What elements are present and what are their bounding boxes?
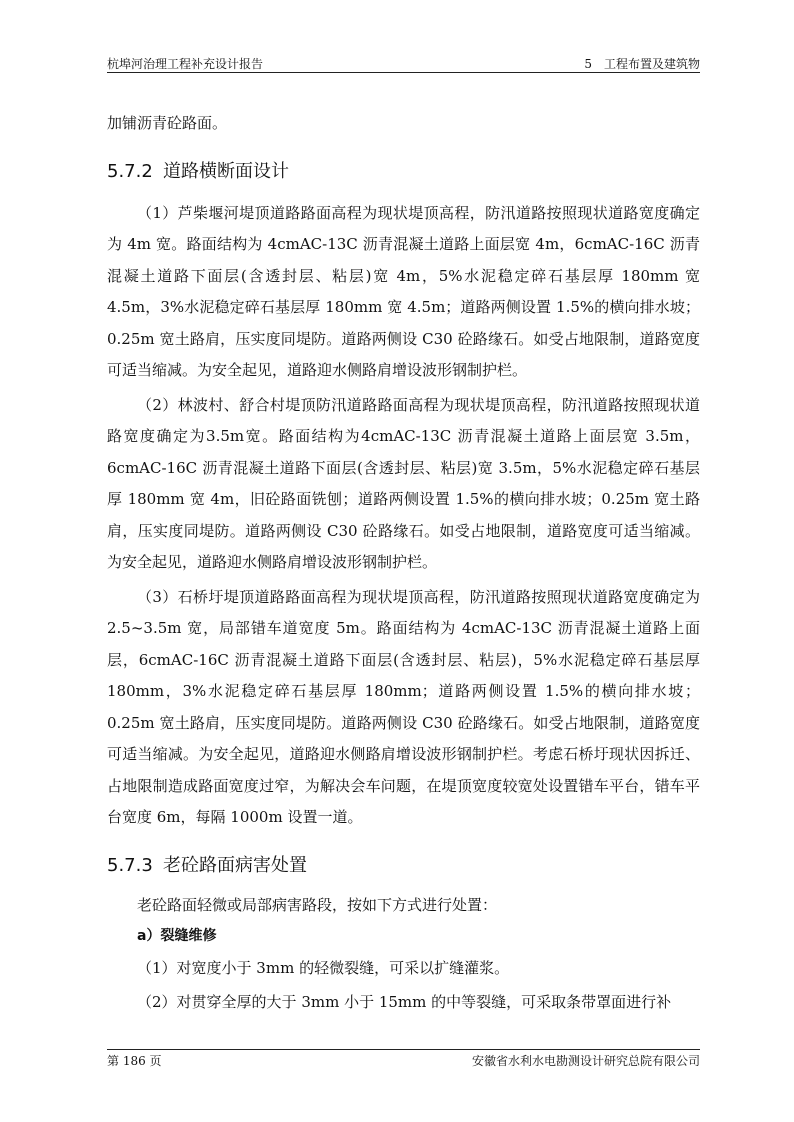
footer-organization: 安徽省水利水电勘测设计研究总院有限公司 bbox=[471, 1054, 700, 1068]
paragraph-5: （1）对宽度小于 3mm 的轻微裂缝，可采以扩缝灌浆。 bbox=[137, 958, 510, 977]
page-header bbox=[107, 52, 700, 72]
paragraph-6: （2）对贯穿全厚的大于 3mm 小于 15mm 的中等裂缝，可采取条带罩面进行补 bbox=[137, 993, 672, 1011]
section-number: 5.7.3 bbox=[107, 854, 153, 876]
header-right-chapter: 5 工程布置及建筑物 bbox=[584, 57, 700, 71]
header-rule bbox=[107, 72, 700, 73]
page-content bbox=[107, 108, 700, 1019]
paragraph-1: （1）芦柴堰河堤顶道路路面高程为现状堤顶高程，防汛道路按照现状道路宽度确定为 4m 宽。路面结构为 4cmAC-13C 沥青混凝土道路上面层宽 4m，6cmAC-16C 沥青混凝土道路下面层(含透封层、粘层)宽 4m，5%水泥稳定碎石基层厚 180mm 宽 4.5m，3%水泥稳定碎石基层厚 180mm 宽 4.5m；道路两侧设置 1.5%的横向排水坡；0.25m 宽土路肩，压实度同堤防。道路两侧设 C30 砼路缘石。如受占地限制，道路宽度可适当缩减。为安全起见，道路迎水侧路肩增设波形钢制护栏。 bbox=[107, 203, 700, 379]
footer-rule bbox=[107, 1049, 700, 1050]
section-title: 老砼路面病害处置 bbox=[163, 854, 307, 876]
page-footer bbox=[107, 1052, 700, 1069]
section-heading-5-7-2 bbox=[107, 152, 700, 192]
subheading-a: a）裂缝维修 bbox=[137, 928, 217, 944]
section-heading-5-7-3 bbox=[107, 846, 700, 886]
section-number: 5.7.2 bbox=[107, 160, 153, 182]
paragraph-2: （2）林波村、舒合村堤顶防汛道路路面高程为现状堤顶高程，防汛道路按照现状道路宽度确定为3.5m宽。路面结构为4cmAC-13C 沥青混凝土道路上面层宽 3.5m，6cmAC-16C 沥青混凝土道路下面层(含透封层、粘层)宽 3.5m，5%水泥稳定碎石基层厚 180mm 宽 4m，旧砼路面铣刨；道路两侧设置 1.5%的横向排水坡；0.25m 宽土路肩，压实度同堤防。道路两侧设 C30 砼路缘石。如受占地限制，道路宽度可适当缩减。为安全起见，道路迎水侧路肩增设波形钢制护栏。 bbox=[107, 395, 700, 571]
paragraph-4: 老砼路面轻微或局部病害路段，按如下方式进行处置： bbox=[137, 895, 498, 914]
paragraph-3: （3）石桥圩堤顶道路路面高程为现状堤顶高程，防汛道路按照现状道路宽度确定为 2.5~3.5m 宽，局部错车道宽度 5m。路面结构为 4cmAC-13C 沥青混凝土道路上面层，6cmAC-16C 沥青混凝土道路下面层(含透封层、粘层)，5%水泥稳定碎石基层厚 180mm，3%水泥稳定碎石基层厚 180mm；道路两侧设置 1.5%的横向排水坡；0.25m 宽土路肩，压实度同堤防。道路两侧设 C30 砼路缘石。如受占地限制，道路宽度可适当缩减。为安全起见，道路迎水侧路肩增设波形钢制护栏。考虑石桥圩现状因拆迁、占地限制造成路面宽度过窄，为解决会车问题，在堤顶宽度较宽处设置错车平台，错车平台宽度 6m，每隔 1000m 设置一道。 bbox=[107, 587, 700, 826]
section-title: 道路横断面设计 bbox=[163, 160, 289, 182]
paragraph-continued: 加铺沥青砼路面。 bbox=[107, 114, 228, 132]
header-left-title: 杭埠河治理工程补充设计报告 bbox=[107, 57, 264, 71]
page-number: 第 186 页 bbox=[107, 1054, 162, 1068]
